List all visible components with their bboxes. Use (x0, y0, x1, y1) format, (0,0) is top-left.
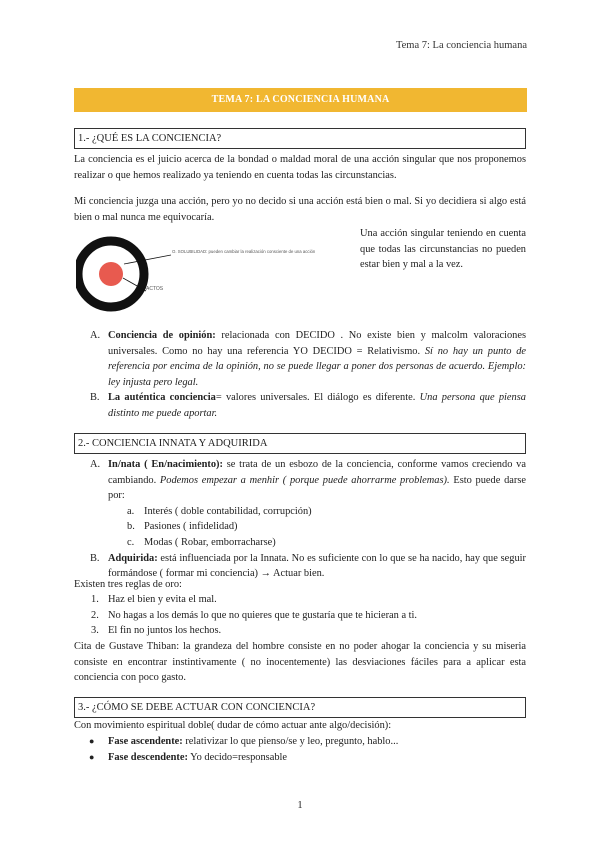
item-italic: Una persona que piensa distinto me puede aportar. (108, 392, 526, 419)
item-text: Pasiones ( infidelidad) (144, 521, 238, 533)
thibon-quote: Cita de Gustave Thiban: la grandeza del hombre consiste en no poder ahogar la conciencia y su miseria consiste en encontrar instintivamente ( no inocentemente) las desviaciones fáciles para a aplicar esta conciencia con poco gasto. (74, 641, 526, 684)
chapter-banner: TEMA 7: LA CONCIENCIA HUMANA (74, 88, 527, 112)
rules-intro: Existen tres reglas de oro: (74, 579, 182, 590)
list-item-innate (90, 457, 527, 551)
item-text: relativizar lo que pienso/se y leo, pregunto, hablo... (182, 736, 399, 747)
innate-causes-list (127, 504, 526, 551)
list-marker: A. (90, 330, 101, 341)
item-tail: Esto puede darse por: (108, 474, 527, 502)
conscience-target-diagram (76, 234, 346, 318)
item-title: Conciencia de opinión: (108, 330, 216, 341)
section-3-heading: 3.- ¿CÓMO SE DEBE ACTUAR CON CONCIENCIA? (74, 697, 526, 718)
item-text: se trata de un esbozo de la conciencia, conforme vamos creciendo va cambiando. (108, 459, 526, 486)
list-item (127, 504, 526, 520)
item-title: Adquirida: (108, 552, 158, 564)
diagram-label-upper: O. SOLUBILIDAD: pueden cambiar la realización consciente de una acción (172, 249, 316, 254)
item-title: In/nata ( En/nacimiento): (108, 459, 223, 470)
list-marker: 1. (91, 594, 99, 605)
list-item (127, 519, 526, 535)
list-marker: c. (127, 536, 135, 548)
section-1-heading: 1.- ¿QUÉ ES LA CONCIENCIA? (74, 128, 526, 149)
list-item (91, 623, 526, 639)
item-text: está influenciada por la Innata. No es suficiente con lo que se ha nacido, hay que seguir formándose ( formar mi conciencia) → Actuar bien. (108, 552, 526, 580)
innate-acquired-list (90, 457, 527, 582)
list-item (91, 592, 526, 608)
side-note: Una acción singular teniendo en cuenta que todas las circunstancias no pueden estar bien y mal a la vez. (360, 228, 526, 271)
list-marker: B. (90, 392, 100, 404)
list-item-authentic (90, 390, 526, 421)
list-marker: 2. (91, 609, 99, 621)
item-italic: Podemos empezar a menhir ( porque puede ahorrarme problemas). (159, 474, 450, 486)
item-text: Interés ( doble contabilidad, corrupción) (144, 505, 312, 517)
section-2-heading: 2.- CONCIENCIA INNATA Y ADQUIRIDA (74, 433, 526, 454)
list-marker: 3. (91, 625, 99, 637)
item-text: Modas ( Robar, emborracharse) (144, 536, 276, 548)
definition-paragraph: La conciencia es el juicio acerca de la bondad o maldad moral de una acción singular que nos proponemos realizar o que hemos realizado ya teniendo en cuenta todas las circunstancias. (74, 154, 526, 181)
item-text: = valores universales. El diálogo es diferente. (215, 392, 420, 404)
list-marker: b. (127, 521, 135, 533)
list-item-descending (89, 750, 526, 766)
list-item-ascending (89, 734, 526, 750)
phases-list (89, 734, 526, 765)
judgement-paragraph: Mi conciencia juzga una acción, pero yo no decido si una acción está bien o mal. Si yo decidiera si algo está bien o mal nunca me equivocaría. (74, 196, 526, 223)
running-header: Tema 7: La conciencia humana (395, 40, 527, 51)
page-number: 1 (297, 800, 303, 811)
item-text: El fin no juntos los hechos. (108, 625, 222, 637)
list-item (91, 608, 526, 624)
list-item-opinion (90, 328, 527, 390)
list-marker: B. (90, 552, 100, 564)
item-title: La auténtica conciencia (108, 392, 216, 404)
section-3-intro: Con movimiento espiritual doble( dudar de cómo actuar ante algo/decisión): (74, 720, 392, 731)
item-title: Fase ascendente: (108, 736, 183, 747)
item-title: Fase descendente: (108, 751, 188, 763)
item-italic: Sí no hay un punto de referencia por encima de la opinión, no se puede llegar a poner dos personas de acuerdo. Ejemplo: ley injusta pero legal. (108, 345, 526, 388)
item-text: Haz el bien y evita el mal. (108, 594, 217, 605)
target-center (99, 262, 123, 286)
item-text: Yo decido=responsable (187, 751, 288, 763)
conscience-types-list (90, 328, 527, 422)
list-item (127, 535, 526, 551)
bullet-icon: ● (89, 736, 95, 746)
item-text: relacionada con DECIDO . No existe bien y malcolm valoraciones universales. Como no hay una referencia YO DECIDO = Relativismo. (108, 330, 527, 357)
bullet-icon: ● (89, 751, 95, 762)
golden-rules-list (91, 592, 526, 639)
diagram-label-lower: ACTOS (146, 286, 164, 292)
list-marker: A. (90, 459, 101, 470)
list-marker: a. (127, 505, 135, 517)
item-text: No hagas a los demás lo que no quieres que te gustaría que te hicieran a ti. (108, 609, 418, 621)
